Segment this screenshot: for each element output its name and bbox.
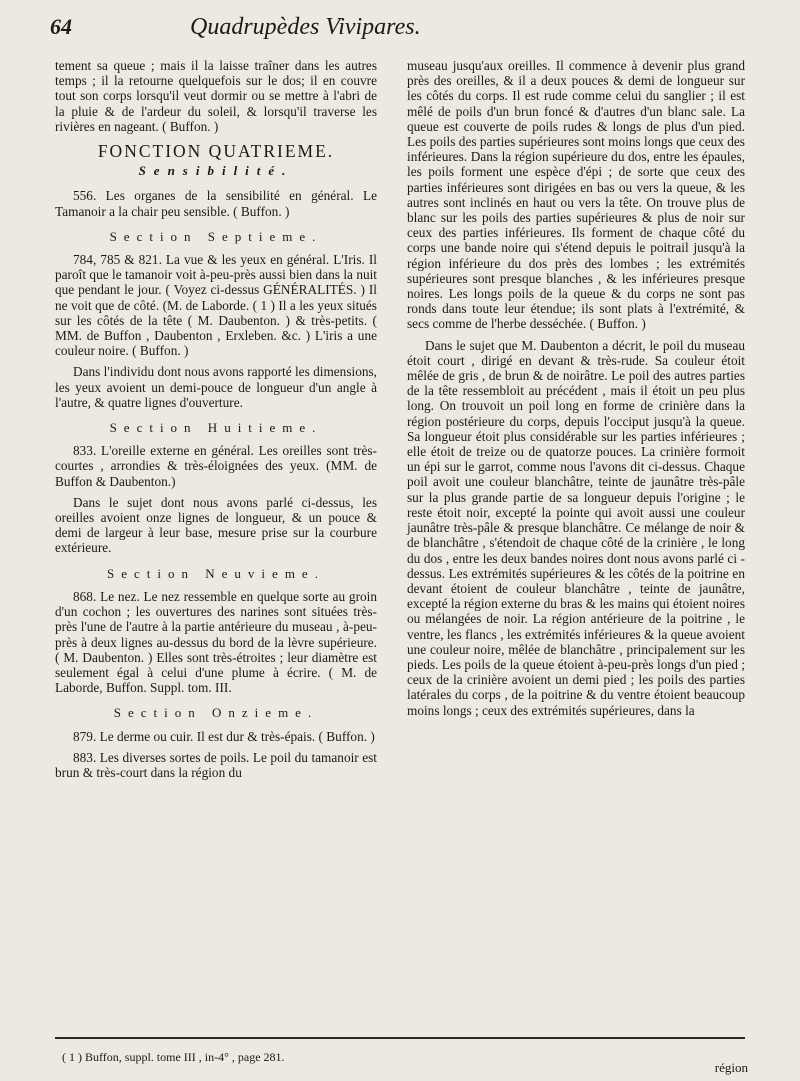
heading-section-11: Section Onzieme. [113,705,319,721]
footnote-rule [55,1037,745,1039]
heading-fonction: FONCTION QUATRIEME. [97,141,335,162]
paragraph-556: 556. Les organes de la sensibilité en général. Le Tamanoir a la chair peu sensible. ( Buffon. ) [55,188,377,219]
paragraph-784: 784, 785 & 821. La vue & les yeux en général. L'Iris. Il paroît que le tamanoir voit à-peu-près aussi bien dans la nuit que pendant le jour. ( Voyez ci-dessus GÉNÉRALITÉS. ) Il ne voit que de côté. (M. de Laborde. ( 1 ) Il a les yeux situés sur les côtés de la tête ( M. Daubenton. ) & très-petits. ( MM. de Buffon , Daubenton , Erxleben. &c. ) L'iris a une couleur noire. ( Buffon. ) [55,252,377,359]
paragraph-intro: tement sa queue ; mais il la laisse traîner dans les autres temps ; il la retourne quelquefois sur le dos; il en couvre tout son corps lorsqu'il veut dormir ou se mettre à l'abri de la pluie & de l'ardeur du soleil, & lorsqu'il traverse les rivières en nageant. ( Buffon. ) [55,58,377,134]
running-title: Quadrupèdes Vivipares. [190,14,421,40]
paragraph-833b: Dans le sujet dont nous avons parlé ci-dessus, les oreilles avoient onze lignes de longueur, & un pouce & demi de largeur à leur base, mesure prise sur la courbure extérieure. [55,494,377,556]
paragraph-879: 879. Le derme ou cuir. Il est dur & très-épais. ( Buffon. ) [73,728,375,744]
left-column [55,58,377,786]
paragraph-833: 833. L'oreille externe en général. Les oreilles sont très-courtes , arrondies & très-éloignées des yeux. (MM. de Buffon & Daubenton.) [55,443,377,489]
heading-section-7: Section Septieme. [109,228,323,244]
page-number: 64 [50,14,72,39]
heading-sensibilite: Sensibilité. [138,163,294,179]
heading-section-9: Section Neuvieme. [107,565,325,581]
heading-section-8: Section Huitieme. [109,420,323,436]
right-column [407,58,745,724]
footnote: ( 1 ) Buffon, suppl. tome III , in-4° , page 281. [62,1050,285,1064]
paragraph-784b: Dans l'individu dont nous avons rapporté les dimensions, les yeux avoient un demi-pouce de longueur d'un angle à l'autre, & quatre lignes d'ouverture. [55,364,377,410]
catchword: région [714,1060,748,1075]
paragraph-868: 868. Le nez. Le nez ressemble en quelque sorte au groin d'un cochon ; les ouvertures des narines sont situées très-près l'une de l'autre à la partie antérieure du museau , à-peu-près à deux lignes au-dessus du bord de la lèvre supérieure. ( M. Daubenton. ) Elles sont très-étroites ; leur diamètre est seulement égal à celui d'une plume à écrire. ( M. de Laborde, Buffon. Suppl. tom. III. [55,588,377,696]
paragraph-right-1: museau jusqu'aux oreilles. Il commence à devenir plus grand près des oreilles, & il a deux pouces & demi de longueur sur les côtés du corps. Il est rude comme celui du sanglier ; il est mêlé de poils d'un brun foncé & d'autres d'un blanc sale. La queue est couverte de poils rudes & longs de plus d'un pied. Les poils des parties supérieures sont moins longs que ceux des inférieures. Dans la région supérieure du dos, entre les épaules, les poils forment une espèce d'épi ; de sorte que ceux des parties inférieures sont dirigées en bas ou vers la queue, & les autres sont inclinés en haut ou vers la tête. On trouve plus de blanc sur les poils des parties supérieures & plus de noir sur ceux des parties inférieures. Ils forment de chaque côté du corps une bande noire qui s'étend depuis le poitrail jusqu'à la région inférieure du dos près des lombes ; les extrémités supérieures sont presque blanches , & les inférieures presque noires. Les longs poils de la queue & du corps ne sont pas ronds dans toute leur étendue; ils sont plats à l'extrémité, & secs comme de l'herbe desséchée. ( Buffon. ) [407,58,745,332]
paragraph-right-2: Dans le sujet que M. Daubenton a décrit, le poil du museau étoit court , dirigé en devant & très-rude. Sa couleur étoit mêlée de gris , de brun & de noirâtre. Le poil des autres parties de la tête ressembloit au précédent , mais il étoit un peu plus long. On trouvoit un poil long en forme de crinière dans la région postérieure du corps, depuis l'occiput jusqu'à la queue. Sa longueur étoit plus considérable sur les parties inférieures ; elle étoit de treize ou de quatorze pouces. La crinière formoit un épi sur le garrot, comme nous l'avons dit ci-dessus. Chaque poil avoit une couleur blanchâtre, teinte de jaunâtre très-pâle sur la plus grande partie de sa longueur depuis l'origine ; le reste étoit noir, excepté la pointe qui avoit aussi une couleur jaunâtre très-pâle & presque blanchâtre. Ce mélange de noir & de blanchâtre , s'étendoit de chaque côté de la crinière , le long du dos , entre les deux bandes noires dont nous avons parlé ci - dessus. Les extrémités supérieures & les côtés de la poitrine en devant étoient de couleur blanchâtre , teinte de jaunâtre, excepté la région externe du bras & les mains qui étoient noires ou mélangées de noir. La région antérieure de la poitrine , le ventre, les flancs , les extrémités inférieures & la queue avoient une couleur noire, mêlée de blanchâtre , principalement sur les pieds. Les poils de la queue étoient à-peu-près longs d'un pied ; ceux de la crinière avoient un demi pied ; les poils des parties latérales du corps , de la poitrine & du ventre étoient beaucoup moins longs ; ceux des extrémités supérieures, dans la [407,337,745,718]
page-header [50,14,750,54]
paragraph-883: 883. Les diverses sortes de poils. Le poil du tamanoir est brun & très-court dans la région du [55,749,377,780]
